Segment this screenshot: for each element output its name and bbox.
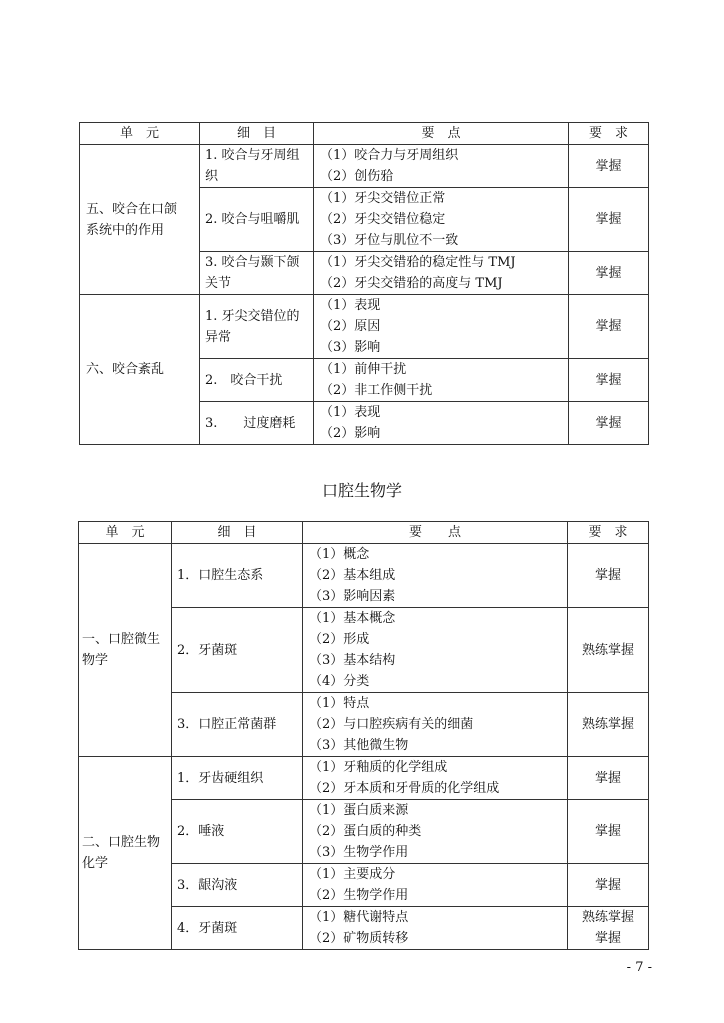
requirement-cell: 掌握 — [569, 145, 649, 188]
points-cell: （1）牙釉质的化学组成 （2）牙本质和牙骨质的化学组成 — [303, 757, 568, 800]
header-points: 要 点 — [303, 522, 568, 544]
section-title: 口腔生物学 — [321, 481, 402, 500]
detail-cell: 1. 牙尖交错位的 异常 — [200, 295, 314, 359]
points-cell: （1）主要成分 （2）生物学作用 — [303, 864, 568, 907]
table-row — [80, 145, 649, 188]
unit-cell: 五、咬合在口颌 系统中的作用 — [80, 145, 200, 295]
detail-cell: 2. 咬合与咀嚼肌 — [200, 188, 314, 252]
requirement-cell: 掌握 — [569, 188, 649, 252]
header-points: 要 点 — [314, 123, 569, 145]
points-cell: （1）表现 （2）原因 （3）影响 — [314, 295, 569, 359]
detail-cell: 4．牙菌斑 — [172, 907, 303, 950]
page-number: - 7 - — [626, 960, 652, 975]
header-detail: 细 目 — [200, 123, 314, 145]
requirement-cell: 掌握 — [569, 359, 649, 402]
requirement-cell: 熟练掌握 — [568, 608, 649, 693]
table-row — [79, 757, 649, 800]
points-cell: （1）基本概念 （2）形成 （3）基本结构 （4）分类 — [303, 608, 568, 693]
detail-cell: 3. 咬合与颞下颌 关节 — [200, 252, 314, 295]
requirement-cell: 掌握 — [569, 252, 649, 295]
requirement-cell: 熟练掌握 掌握 — [568, 907, 649, 950]
header-requirement: 要 求 — [569, 123, 649, 145]
points-cell: （1）特点 （2）与口腔疾病有关的细菌 （3）其他微生物 — [303, 693, 568, 757]
detail-cell: 1．牙齿硬组织 — [172, 757, 303, 800]
detail-cell: 3．龈沟液 — [172, 864, 303, 907]
header-detail: 细 目 — [172, 522, 303, 544]
requirement-cell: 掌握 — [569, 295, 649, 359]
requirement-cell: 掌握 — [569, 402, 649, 445]
requirement-cell: 掌握 — [568, 544, 649, 608]
header-requirement: 要 求 — [568, 522, 649, 544]
requirement-cell: 熟练掌握 — [568, 693, 649, 757]
points-cell: （1）表现 （2）影响 — [314, 402, 569, 445]
table-row — [79, 544, 649, 608]
detail-cell: 3. 过度磨耗 — [200, 402, 314, 445]
detail-cell: 1. 咬合与牙周组 织 — [200, 145, 314, 188]
unit-cell: 一、口腔微生 物学 — [79, 544, 172, 757]
points-cell: （1）前伸干扰 （2）非工作侧干扰 — [314, 359, 569, 402]
points-cell: （1）牙尖交错位正常 （2）牙尖交错位稳定 （3）牙位与肌位不一致 — [314, 188, 569, 252]
requirement-cell: 掌握 — [568, 800, 649, 864]
detail-cell: 2．牙菌斑 — [172, 608, 303, 693]
points-cell: （1）牙尖交错𬌗的稳定性与 TMJ （2）牙尖交错𬌗的高度与 TMJ — [314, 252, 569, 295]
exam-outline-table-oral-biology — [78, 521, 649, 950]
points-cell: （1）糖代谢特点 （2）矿物质转移 — [303, 907, 568, 950]
requirement-cell: 掌握 — [568, 864, 649, 907]
header-unit: 单 元 — [79, 522, 172, 544]
points-cell: （1）蛋白质来源 （2）蛋白质的种类 （3）生物学作用 — [303, 800, 568, 864]
unit-cell: 二、口腔生物 化学 — [79, 757, 172, 950]
detail-cell: 2. 咬合干扰 — [200, 359, 314, 402]
table-row — [80, 295, 649, 359]
detail-cell: 3．口腔正常菌群 — [172, 693, 303, 757]
table-header-row — [79, 522, 649, 544]
unit-cell: 六、咬合紊乱 — [80, 295, 200, 445]
exam-outline-table-occlusion — [79, 122, 649, 445]
detail-cell: 1．口腔生态系 — [172, 544, 303, 608]
points-cell: （1）咬合力与牙周组织 （2）创伤𬌗 — [314, 145, 569, 188]
header-unit: 单 元 — [80, 123, 200, 145]
points-cell: （1）概念 （2）基本组成 （3）影响因素 — [303, 544, 568, 608]
requirement-cell: 掌握 — [568, 757, 649, 800]
detail-cell: 2．唾液 — [172, 800, 303, 864]
table-header-row — [80, 123, 649, 145]
